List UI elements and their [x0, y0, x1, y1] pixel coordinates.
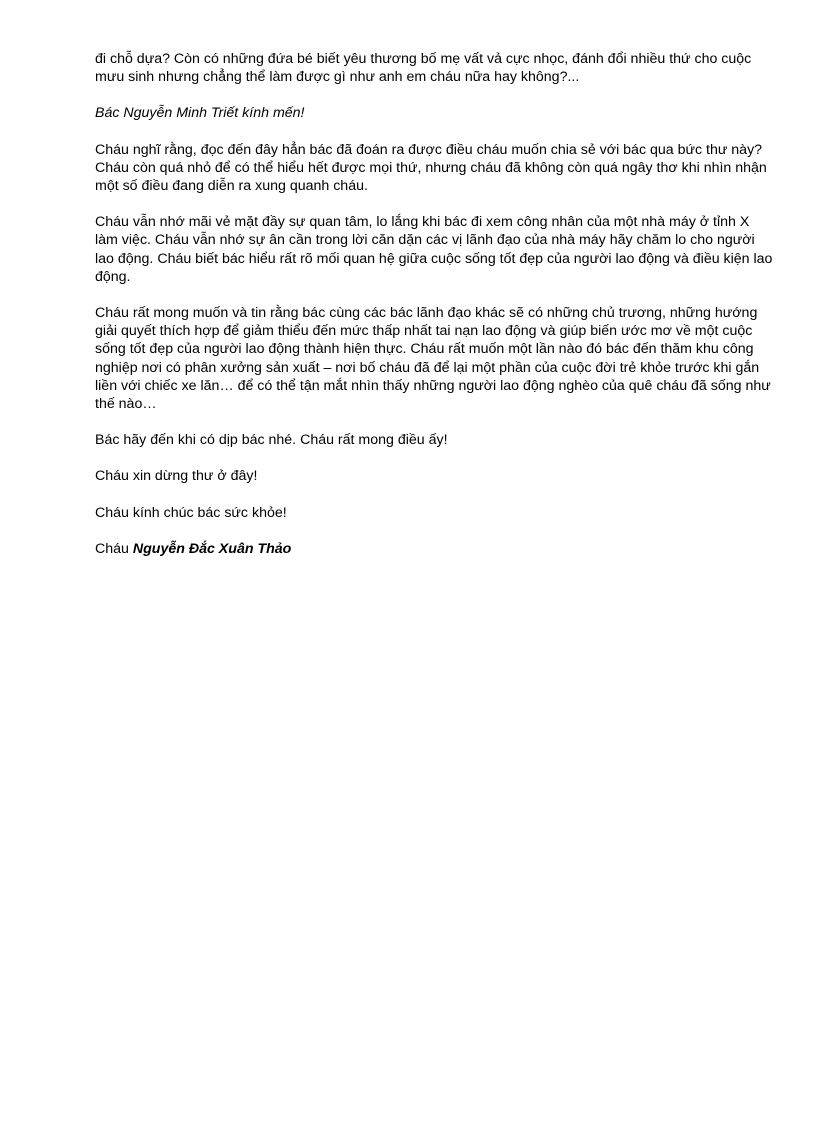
letter-page — [95, 50, 775, 576]
letter-salutation: Bác Nguyễn Minh Triết kính mến! — [95, 105, 305, 122]
paragraph-intro: Cháu nghĩ rằng, đọc đến đây hẳn bác đã đoán ra được điều cháu muốn chia sẻ với bác qua bức thư này? Cháu còn quá nhỏ để có thể hiểu hết được mọi thứ, nhưng cháu đã không còn quá ngây thơ khi nhìn nhận một số điều đang diễn ra xung quanh cháu. — [95, 141, 767, 195]
signature — [95, 540, 775, 558]
signature-prefix: Cháu — [95, 540, 129, 557]
paragraph-memory: Cháu vẫn nhớ mãi vẻ mặt đầy sự quan tâm, lo lắng khi bác đi xem công nhân của một nhà máy ở tỉnh X làm việc. Cháu vẫn nhớ sự ân cần trong lời căn dặn các vị lãnh đạo của nhà máy hãy chăm lo cho người lao động. Cháu biết bác hiểu rất rõ mối quan hệ giữa cuộc sống tốt đẹp của người lao động và điều kiện lao động. — [95, 214, 773, 285]
paragraph-continuation: đi chỗ dựa? Còn có những đứa bé biết yêu thương bố mẹ vất vả cực nhọc, đánh đổi nhiều thứ cho cuộc mưu sinh nhưng chẳng thể làm được gì như anh em cháu nữa hay không?... — [95, 51, 752, 86]
paragraph-closing: Cháu xin dừng thư ở đây! — [95, 468, 258, 485]
paragraph-hope: Cháu rất mong muốn và tin rằng bác cùng các bác lãnh đạo khác sẽ có những chủ trương, những hướng giải quyết thích hợp để giảm thiểu đến mức thấp nhất tai nạn lao động và giúp biến ước mơ về một cuộc sống tốt đẹp của người lao động thành hiện thực. Cháu rất muốn một lần nào đó bác đến thăm khu công nghiệp nơi có phân xưởng sản xuất – nơi bố cháu đã để lại một phần của cuộc đời trẻ khỏe trước khi gắn liền với chiếc xe lăn… để có thể tận mắt nhìn thấy những người lao động nghèo của quê cháu đã sống như thế nào… — [95, 305, 771, 413]
paragraph-wishes: Cháu kính chúc bác sức khỏe! — [95, 504, 287, 521]
paragraph-invitation: Bác hãy đến khi có dịp bác nhé. Cháu rất mong điều ấy! — [95, 432, 448, 449]
signature-name: Nguyễn Đắc Xuân Thảo — [132, 540, 292, 557]
